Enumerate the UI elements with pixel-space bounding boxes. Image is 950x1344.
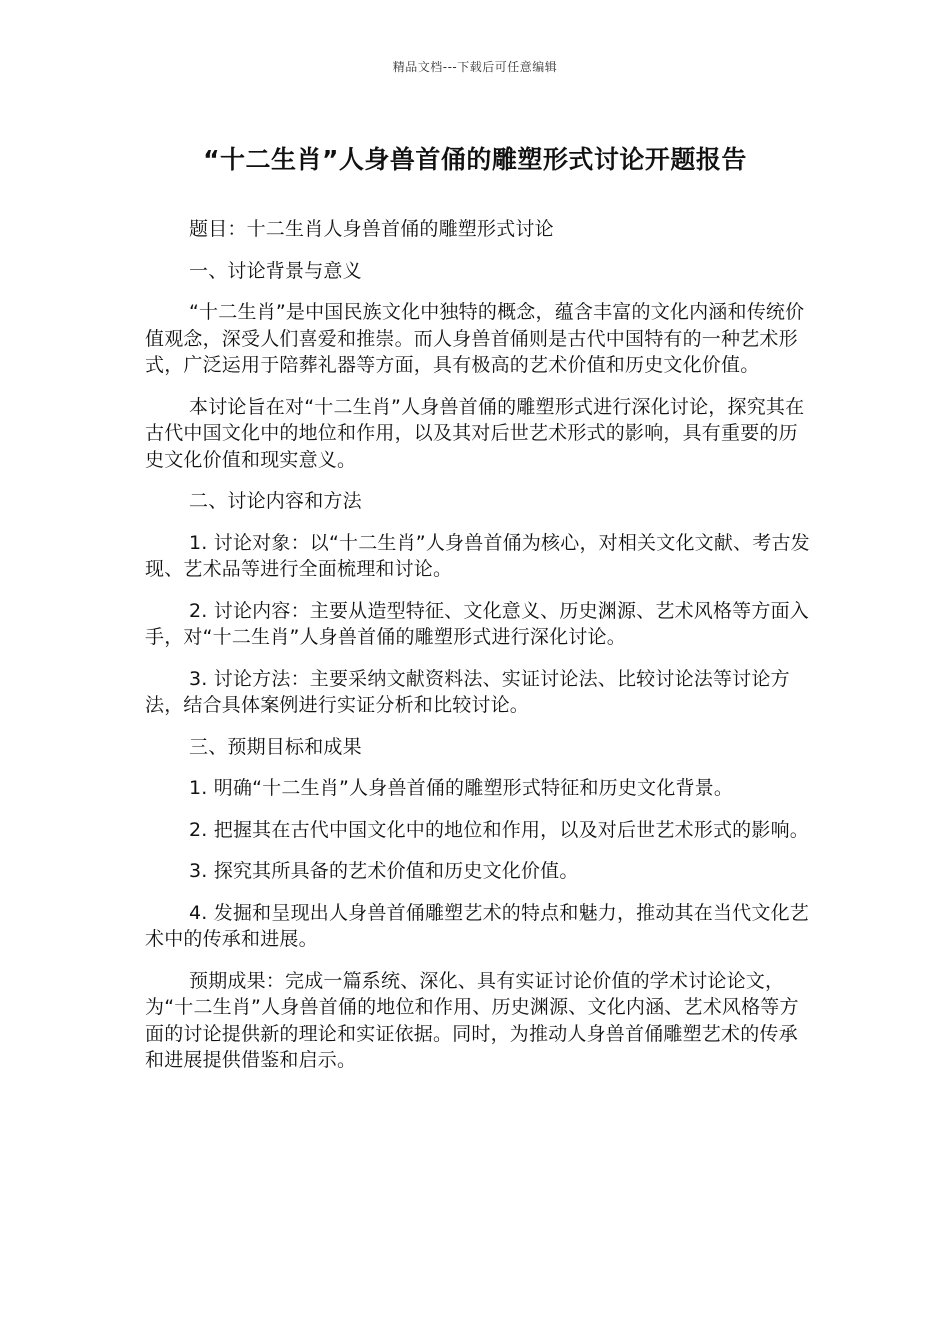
purpose-paragraph: 本讨论旨在对“十二生肖”人身兽首俑的雕塑形式进行深化讨论，探究其在古代中国文化中的地位和作用，以及其对后世艺术形式的影响，具有重要的历史文化价值和现实意义。 xyxy=(145,395,805,471)
expected-results-paragraph: 预期成果：完成一篇系统、深化、具有实证讨论价值的学术讨论论文，为“十二生肖”人身兽首俑的地位和作用、历史渊源、文化内涵、艺术风格等方面的讨论提供新的理论和实证依据。同时，为推动人身兽首俑雕塑艺术的传承和进展提供借鉴和启示。 xyxy=(145,969,799,1071)
document-body xyxy=(145,216,810,1089)
section-heading-goals: 三、预期目标和成果 xyxy=(189,735,362,758)
document-title: “十二生肖”人身兽首俑的雕塑形式讨论开题报告 xyxy=(203,145,747,174)
header-note: 精品文档---下载后可任意编辑 xyxy=(392,60,558,74)
list-item-goal-3: 3. 探究其所具备的艺术价值和历史文化价值。 xyxy=(189,860,579,882)
list-item-method: 3. 讨论方法：主要采纳文献资料法、实证讨论法、比较讨论法等讨论方法，结合具体案例进行实证分析和比较讨论。 xyxy=(145,667,790,716)
section-heading-background: 一、讨论背景与意义 xyxy=(189,259,362,282)
list-item-goal-4: 4. 发掘和呈现出人身兽首俑雕塑艺术的特点和魅力，推动其在当代文化艺术中的传承和进展。 xyxy=(145,901,809,950)
list-item-goal-1: 1. 明确“十二生肖”人身兽首俑的雕塑形式特征和历史文化背景。 xyxy=(189,777,734,799)
topic-line: 题目：十二生肖人身兽首俑的雕塑形式讨论 xyxy=(189,218,554,240)
section-heading-content-methods: 二、讨论内容和方法 xyxy=(189,490,362,512)
list-item-object: 1. 讨论对象：以“十二生肖”人身兽首俑为核心，对相关文化文献、考古发现、艺术品等进行全面梳理和讨论。 xyxy=(145,531,810,580)
list-item-goal-2: 2. 把握其在古代中国文化中的地位和作用，以及对后世艺术形式的影响。 xyxy=(189,818,809,841)
list-item-content: 2. 讨论内容：主要从造型特征、文化意义、历史渊源、艺术风格等方面入手，对“十二生肖”人身兽首俑的雕塑形式进行深化讨论。 xyxy=(145,599,809,648)
background-paragraph: “十二生肖”是中国民族文化中独特的概念，蕴含丰富的文化内涵和传统价值观念，深受人们喜爱和推崇。而人身兽首俑则是古代中国特有的一种艺术形式，广泛运用于陪葬礼器等方面，具有极高的艺术价值和历史文化价值。 xyxy=(145,301,805,376)
